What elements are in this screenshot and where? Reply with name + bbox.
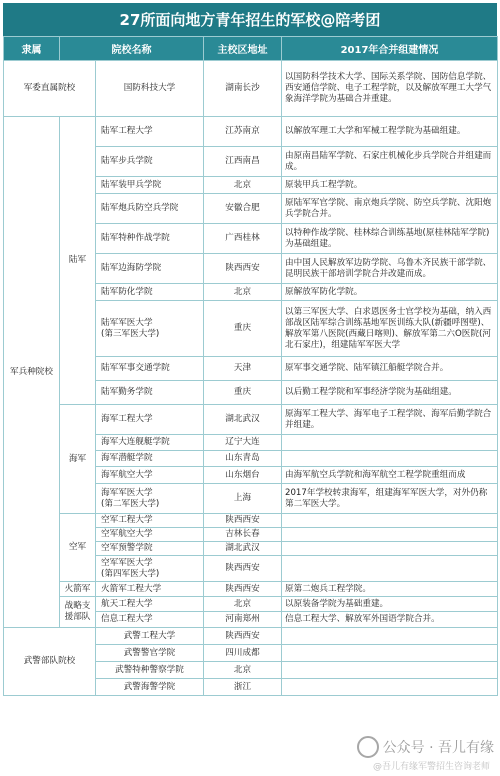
branch-cell: 空军 <box>60 514 96 582</box>
address-cell: 江西南昌 <box>204 147 282 177</box>
branch-cell: 陆军 <box>60 117 96 405</box>
address-cell: 陕西西安 <box>204 514 282 528</box>
school-name-cell: 空军预警学院 <box>96 542 204 556</box>
address-cell: 天津 <box>204 357 282 381</box>
academy-table <box>3 36 498 696</box>
address-cell: 湖南长沙 <box>204 61 282 117</box>
merge-info-cell: 2017年学校转隶海军，组建海军军医大学，对外仍称第二军医大学。 <box>282 484 498 514</box>
address-cell: 陕西西安 <box>204 556 282 582</box>
address-cell: 广西桂林 <box>204 224 282 254</box>
affiliation-cell: 武警部队院校 <box>4 628 96 696</box>
school-name-cell: 火箭军工程大学 <box>96 582 204 597</box>
merge-info-cell <box>282 645 498 662</box>
address-cell: 上海 <box>204 484 282 514</box>
watermark-sub: @吾儿有缘军警招生咨询老师 <box>372 762 490 772</box>
merge-info-cell <box>282 556 498 582</box>
address-cell: 北京 <box>204 284 282 301</box>
branch-cell: 战略支援部队 <box>60 597 96 628</box>
school-name-cell: 航天工程大学 <box>96 597 204 612</box>
address-cell: 辽宁大连 <box>204 435 282 451</box>
school-name-cell: 空军工程大学 <box>96 514 204 528</box>
merge-info-cell: 以第三军医大学、白求恩医务士官学校为基础，纳入西部战区陆军综合训练基地军医训练大队(新疆呼图壁)、解放军第八医院(西藏日喀则)、解放军第二六O医院(河北石家庄)，组建陆军军医大学 <box>282 301 498 357</box>
merge-info-cell: 原陆军军官学院、南京炮兵学院、防空兵学院、沈阳炮兵学院合并。 <box>282 194 498 224</box>
merge-info-cell: 以后勤工程学院和军事经济学院为基础组建。 <box>282 381 498 405</box>
address-cell: 浙江 <box>204 679 282 696</box>
merge-info-cell: 信息工程大学、解放军外国语学院合并。 <box>282 612 498 628</box>
school-name-cell: 陆军炮兵防空兵学院 <box>96 194 204 224</box>
school-name-cell: 陆军工程大学 <box>96 117 204 147</box>
school-name-cell: 空军航空大学 <box>96 528 204 542</box>
merge-info-cell: 以国防科学技术大学、国际关系学院、国防信息学院、西安通信学院、电子工程学院，以及解放军理工大学气象海洋学院为基础合并重建。 <box>282 61 498 117</box>
merge-info-cell <box>282 662 498 679</box>
school-name-cell: 武警警官学院 <box>96 645 204 662</box>
school-name-cell: 陆军步兵学院 <box>96 147 204 177</box>
table-row <box>4 405 498 435</box>
wechat-logo-icon <box>357 736 379 758</box>
merge-info-cell: 由原南昌陆军学院、石家庄机械化步兵学院合并组建而成。 <box>282 147 498 177</box>
address-cell: 江苏南京 <box>204 117 282 147</box>
header-school-name: 院校名称 <box>60 37 204 61</box>
address-cell: 北京 <box>204 662 282 679</box>
merge-info-cell: 原第二炮兵工程学院。 <box>282 582 498 597</box>
address-cell: 陕西西安 <box>204 628 282 645</box>
table-row <box>4 117 498 147</box>
merge-info-cell <box>282 542 498 556</box>
address-cell: 北京 <box>204 177 282 194</box>
address-cell: 山东烟台 <box>204 467 282 484</box>
school-name-cell: 武警特种警察学院 <box>96 662 204 679</box>
school-name-cell: 陆军装甲兵学院 <box>96 177 204 194</box>
address-cell: 山东青岛 <box>204 451 282 467</box>
merge-info-cell <box>282 679 498 696</box>
table-body <box>4 61 498 696</box>
school-name-cell: 武警海警学院 <box>96 679 204 696</box>
branch-cell: 火箭军 <box>60 582 96 597</box>
address-cell: 吉林长春 <box>204 528 282 542</box>
address-cell: 重庆 <box>204 301 282 357</box>
header-affiliation: 隶属 <box>4 37 60 61</box>
school-name-cell: 陆军特种作战学院 <box>96 224 204 254</box>
table-row <box>4 597 498 612</box>
page-title <box>3 3 497 36</box>
school-name-cell: 陆军边海防学院 <box>96 254 204 284</box>
header-address: 主校区地址 <box>204 37 282 61</box>
address-cell: 河南郑州 <box>204 612 282 628</box>
merge-info-cell: 以原装备学院为基础重建。 <box>282 597 498 612</box>
address-cell: 安徽合肥 <box>204 194 282 224</box>
school-name-cell: 信息工程大学 <box>96 612 204 628</box>
school-name-cell: 海军军医大学 (第二军医大学) <box>96 484 204 514</box>
merge-info-cell: 原军事交通学院、陆军镇江船艇学院合并。 <box>282 357 498 381</box>
header-merge-info: 2017年合并组建情况 <box>282 37 498 61</box>
address-cell: 陕西西安 <box>204 254 282 284</box>
school-name-cell: 海军大连舰艇学院 <box>96 435 204 451</box>
address-cell: 湖北武汉 <box>204 405 282 435</box>
watermark-main: 公众号 · 吾儿有缘 <box>382 740 494 756</box>
merge-info-cell: 以特种作战学院、桂林综合训练基地(原桂林陆军学院)为基础组建。 <box>282 224 498 254</box>
address-cell: 重庆 <box>204 381 282 405</box>
merge-info-cell <box>282 628 498 645</box>
merge-info-cell <box>282 451 498 467</box>
table-row <box>4 514 498 528</box>
school-name-cell: 海军潜艇学院 <box>96 451 204 467</box>
school-name-cell: 海军工程大学 <box>96 405 204 435</box>
table-header-row <box>4 37 498 61</box>
table-row <box>4 582 498 597</box>
merge-info-cell <box>282 528 498 542</box>
merge-info-cell <box>282 514 498 528</box>
branch-cell: 海军 <box>60 405 96 514</box>
affiliation-cell: 军兵种院校 <box>4 117 60 628</box>
school-name-cell: 陆军勤务学院 <box>96 381 204 405</box>
merge-info-cell: 由中国人民解放军边防学院、乌鲁木齐民族干部学院、昆明民族干部培训学院合并改建而成。 <box>282 254 498 284</box>
watermark <box>357 736 494 758</box>
school-name-cell: 国防科技大学 <box>96 61 204 117</box>
merge-info-cell: 以解放军理工大学和军械工程学院为基础组建。 <box>282 117 498 147</box>
merge-info-cell <box>282 435 498 451</box>
school-name-cell: 陆军军事交通学院 <box>96 357 204 381</box>
school-name-cell: 武警工程大学 <box>96 628 204 645</box>
school-name-cell: 陆军军医大学 (第三军医大学) <box>96 301 204 357</box>
address-cell: 四川成都 <box>204 645 282 662</box>
school-name-cell: 陆军防化学院 <box>96 284 204 301</box>
school-name-cell: 空军军医大学 (第四军医大学) <box>96 556 204 582</box>
table-row <box>4 61 498 117</box>
merge-info-cell: 由海军航空兵学院和海军航空工程学院重组而成 <box>282 467 498 484</box>
address-cell: 陕西西安 <box>204 582 282 597</box>
affiliation-cell: 军委直属院校 <box>4 61 96 117</box>
page-title-text: 27所面向地方青年招生的军校@陪考团 <box>119 11 381 29</box>
merge-info-cell: 原海军工程大学、海军电子工程学院、海军后勤学院合并组建。 <box>282 405 498 435</box>
address-cell: 北京 <box>204 597 282 612</box>
table-row <box>4 628 498 645</box>
merge-info-cell: 原装甲兵工程学院。 <box>282 177 498 194</box>
merge-info-cell: 原解放军防化学院。 <box>282 284 498 301</box>
address-cell: 湖北武汉 <box>204 542 282 556</box>
school-name-cell: 海军航空大学 <box>96 467 204 484</box>
